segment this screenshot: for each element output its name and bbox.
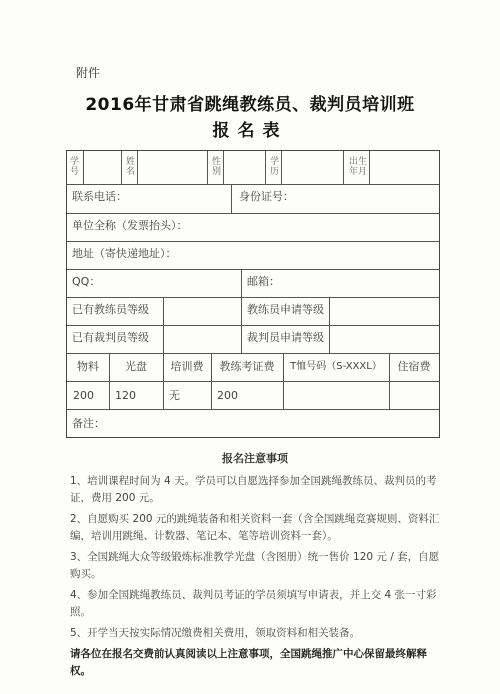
row-divider <box>67 381 439 382</box>
col-divider <box>83 151 84 184</box>
fee-header: 光盘 <box>125 360 147 373</box>
row-divider <box>67 353 439 354</box>
note-item: 3、全国跳绳大众等级锻炼标准教学光盘（含图册）统一售价 120 元 / 套，自愿购买。 <box>70 551 440 580</box>
fee-value: 200 <box>73 389 94 402</box>
row-divider <box>67 269 439 270</box>
referee-level-label: 已有裁判员等级 <box>72 331 149 344</box>
address-label: 地址（寄快递地址）： <box>72 247 177 260</box>
note-item: 4、参加全国跳绳教练员、裁判员考证的学员须填写申请表，并上交 4 张一寸彩照。 <box>70 589 437 618</box>
remark-label: 备注： <box>72 417 105 430</box>
id-number-label: 身份证号： <box>239 190 294 203</box>
fee-header: T恤号码（S-XXXL） <box>290 361 382 372</box>
col-divider <box>343 151 344 184</box>
attachment-label: 附件 <box>76 66 101 80</box>
col-divider <box>281 151 282 184</box>
student-no-label: 学号 <box>70 157 80 177</box>
col-divider <box>369 151 370 184</box>
row-divider <box>67 325 439 326</box>
fee-value: 200 <box>217 389 238 402</box>
row-divider <box>67 297 439 298</box>
fee-value: 无 <box>169 389 180 402</box>
row-divider <box>67 241 439 242</box>
col-divider <box>265 151 266 184</box>
registration-notes <box>70 450 440 680</box>
col-divider <box>223 151 224 184</box>
row-divider <box>67 184 439 185</box>
col-divider <box>231 184 232 213</box>
registration-form-table <box>66 150 440 438</box>
note-item: 1、培训课程时间为 4 天。学员可以自愿选择参加全国跳绳教练员、裁判员的考证，费用 200 元。 <box>70 475 437 504</box>
form-subtitle: 报名表 <box>212 121 288 141</box>
fee-header: 教练考证费 <box>219 360 275 373</box>
fee-value: 120 <box>115 389 136 402</box>
col-divider <box>329 297 330 353</box>
row-divider <box>67 213 439 214</box>
phone-label: 联系电话： <box>72 190 127 203</box>
note-item: 5、开学当天按实际情况缴费相关费用，领取资料和相关装备。 <box>70 627 361 639</box>
fee-header: 培训费 <box>170 360 204 373</box>
notes-title: 报名注意事项 <box>222 452 288 465</box>
col-divider <box>207 151 208 184</box>
email-label: 邮箱： <box>247 275 280 288</box>
coach-apply-label: 教练员申请等级 <box>247 303 324 316</box>
page-title: 2016年甘肃省跳绳教练员、裁判员培训班 <box>85 95 415 115</box>
note-item: 2、自愿购买 200 元的跳绳装备和相关资料一套（含全国跳绳竞赛规则、资料汇编，培训用跳绳、计数器、笔记本、笔等培训资料一套）。 <box>70 513 440 542</box>
col-divider <box>163 297 164 353</box>
qq-label: QQ： <box>72 275 101 288</box>
col-divider <box>241 269 242 353</box>
company-label: 单位全称（发票抬头）： <box>72 219 188 232</box>
col-divider <box>137 151 138 184</box>
name-label: 姓名 <box>126 157 136 177</box>
closing-statement: 请各位在报名交费前认真阅读以上注意事项，全国跳绳推广中心保留最终解释权。 <box>70 648 427 677</box>
row-divider <box>67 409 439 410</box>
gender-label: 性别 <box>212 157 222 177</box>
coach-level-label: 已有教练员等级 <box>72 303 149 316</box>
fee-header: 物料 <box>77 360 99 373</box>
birth-label: 出生年月 <box>348 157 367 177</box>
education-label: 学历 <box>270 157 280 177</box>
col-divider <box>121 151 122 184</box>
fee-header: 住宿费 <box>397 360 431 373</box>
referee-apply-label: 裁判员申请等级 <box>247 331 324 344</box>
